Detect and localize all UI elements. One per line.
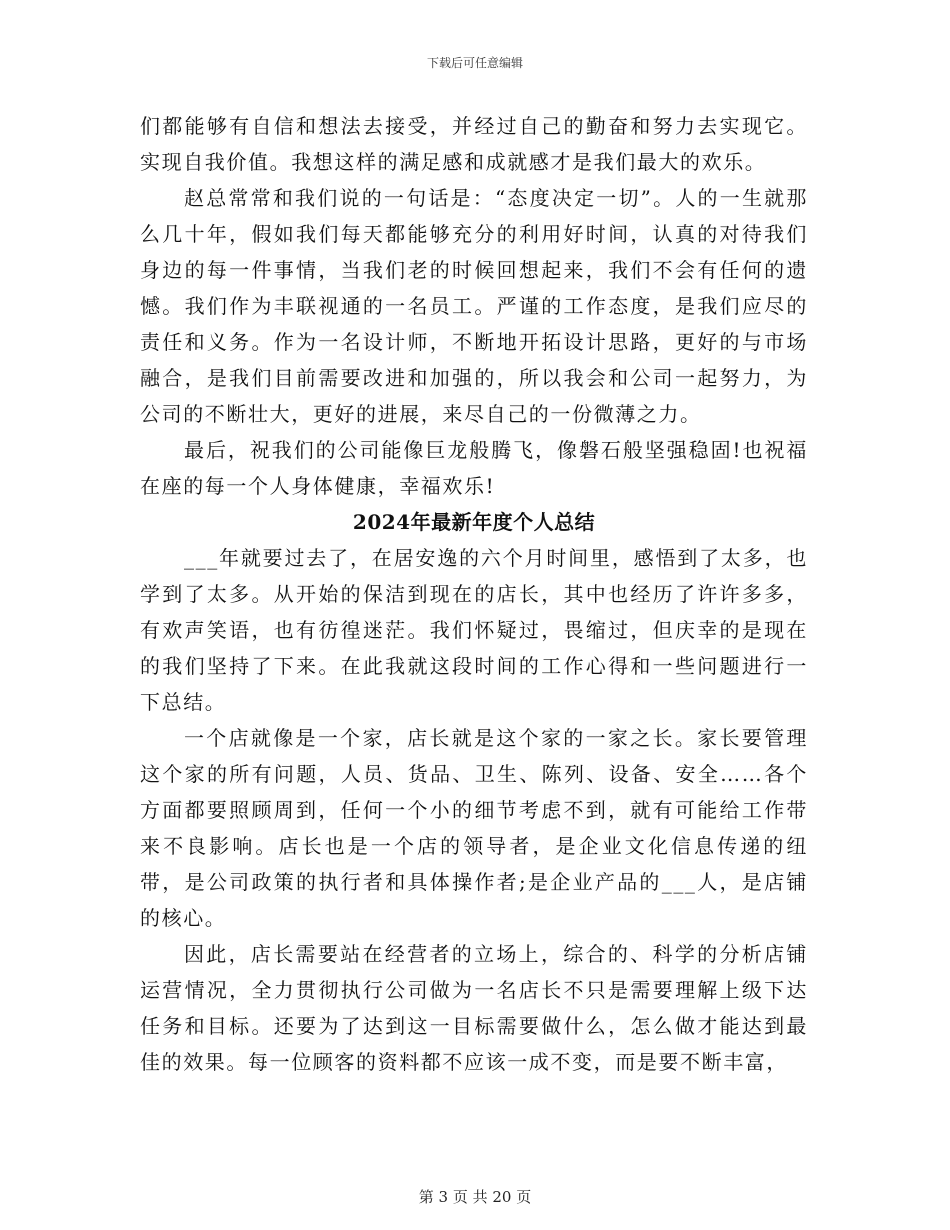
paragraph: 因此，店长需要站在经营者的立场上，综合的、科学的分析店铺运营情况，全力贯彻执行公司做为一名店长不只是需要理解上级下达任务和目标。还要为了达到这一目标需要做什么，怎么做才能达到最佳的效果。每一位顾客的资料都不应该一成不变，而是要不断丰富， <box>140 942 808 1074</box>
page-number: 第 3 页 共 20 页 <box>418 1188 532 1206</box>
page-header: 下载后可任意编辑 <box>426 56 523 70</box>
paragraph: 最后，祝我们的公司能像巨龙般腾飞，像磐石般坚强稳固!也祝福在座的每一个人身体健康，幸福欢乐! <box>140 438 808 498</box>
paragraph: 一个店就像是一个家，店长就是这个家的一家之长。家长要管理这个家的所有问题，人员、货品、卫生、陈列、设备、安全……各个方面都要照顾周到，任何一个小的细节考虑不到，就有可能给工作带来不良影响。店长也是一个店的领导者，是企业文化信息传递的纽带，是公司政策的执行者和具体操作者;是企业产品的___人，是店铺的核心。 <box>140 726 808 930</box>
section-title: 2024年最新年度个人总结 <box>352 510 596 534</box>
document-body <box>140 108 808 1080</box>
paragraph: 赵总常常和我们说的一句话是：“态度决定一切”。人的一生就那么几十年，假如我们每天都能够充分的利用好时间，认真的对待我们身边的每一件事情，当我们老的时候回想起来，我们不会有任何的遗憾。我们作为丰联视通的一名员工。严谨的工作态度，是我们应尽的责任和义务。作为一名设计师，不断地开拓设计思路，更好的与市场融合，是我们目前需要改进和加强的，所以我会和公司一起努力，为公司的不断壮大，更好的进展，来尽自己的一份微薄之力。 <box>140 186 808 426</box>
paragraph: 们都能够有自信和想法去接受，并经过自己的勤奋和努力去实现它。实现自我价值。我想这样的满足感和成就感才是我们最大的欢乐。 <box>140 114 808 174</box>
paragraph: ___年就要过去了，在居安逸的六个月时间里，感悟到了太多，也学到了太多。从开始的保洁到现在的店长，其中也经历了许许多多，有欢声笑语，也有彷徨迷茫。我们怀疑过，畏缩过，但庆幸的是现在的我们坚持了下来。在此我就这段时间的工作心得和一些问题进行一下总结。 <box>140 546 808 714</box>
